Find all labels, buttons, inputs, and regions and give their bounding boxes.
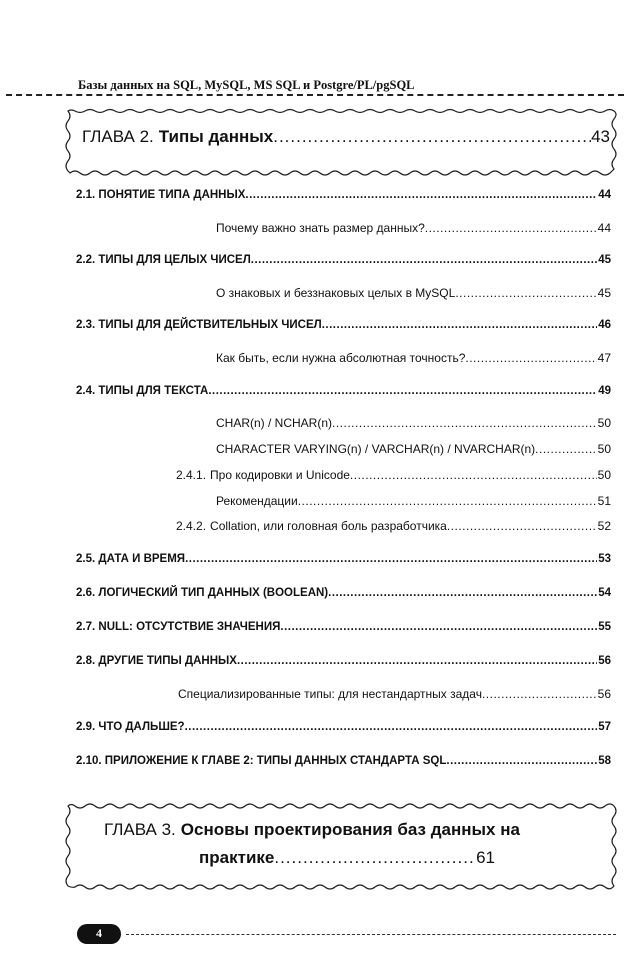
toc-num: 2.2.: [76, 254, 96, 266]
toc-entry: [176, 519, 611, 537]
toc-entry: [76, 587, 611, 605]
page-number: 4: [96, 926, 102, 940]
toc-num: 2.10.: [76, 755, 102, 767]
dot-leader: [280, 621, 597, 633]
chapter2-page: 43: [591, 127, 610, 146]
toc-entry: [76, 721, 611, 739]
toc-page: 52: [597, 519, 611, 533]
toc-num: 2.3.: [76, 319, 96, 331]
toc-text: Специализированные типы: для нестандартных задач: [178, 687, 482, 701]
dot-leader: [185, 721, 598, 733]
toc-text: О знаковых и беззнаковых целых в MySQL: [216, 286, 456, 300]
toc-page: 56: [598, 655, 611, 667]
toc-text: Как быть, если нужна абсолютная точность?: [216, 351, 466, 365]
dot-leader: [185, 553, 597, 565]
toc-entry: [76, 755, 611, 773]
toc-entry: [216, 416, 611, 434]
toc-text: ЛОГИЧЕСКИЙ ТИП ДАННЫХ (BOOLEAN): [98, 587, 329, 599]
dot-leader: [245, 189, 597, 201]
toc-page: 51: [597, 494, 611, 508]
dot-leader: [425, 221, 597, 235]
dot-leader: [251, 254, 597, 266]
toc-page: 56: [597, 687, 611, 701]
dot-leader: [447, 519, 597, 533]
toc-entry: [216, 494, 611, 512]
toc-entry: [176, 468, 611, 486]
toc-entry: [76, 553, 611, 571]
dot-leader: [332, 416, 597, 430]
toc-text: Рекомендации: [216, 494, 298, 508]
chapter3-heading-line1: [104, 820, 520, 840]
toc-page: 50: [597, 416, 611, 430]
toc-entry: [216, 286, 611, 304]
toc-text: ТИПЫ ДЛЯ ЦЕЛЫХ ЧИСЕЛ: [98, 254, 251, 266]
toc-page: 45: [597, 286, 611, 300]
toc-num: 2.5.: [76, 553, 96, 565]
toc-entry: [76, 254, 611, 272]
dot-leader: [446, 755, 597, 767]
toc-entry: [76, 655, 611, 673]
toc-page: 57: [598, 721, 611, 733]
toc-text: ДРУГИЕ ТИПЫ ДАННЫХ: [98, 655, 237, 667]
toc-num: 2.9.: [76, 721, 96, 733]
toc-page: 49: [598, 385, 611, 397]
chapter3-prefix: ГЛАВА 3.: [104, 820, 176, 839]
toc-text: CHAR(n) / NCHAR(n): [216, 416, 333, 430]
dot-leader: [298, 494, 597, 508]
toc-page: 45: [598, 254, 611, 266]
toc-entry: [76, 621, 611, 639]
dot-leader: [535, 442, 596, 456]
toc-entry: [216, 442, 611, 460]
toc-entry: [76, 385, 611, 403]
toc-num: 2.8.: [76, 655, 96, 667]
toc-entry: [76, 319, 611, 337]
toc-entry: [216, 221, 611, 239]
toc-entry: [76, 189, 611, 207]
chapter3-page: 61: [476, 848, 495, 867]
toc-text: Почему важно знать размер данных?: [216, 221, 425, 235]
toc-page: 55: [598, 621, 611, 633]
chapter3-heading-line2: [199, 848, 495, 868]
toc-entry: [216, 351, 611, 369]
header-dashed-rule: [6, 94, 624, 96]
dot-leader: [208, 385, 597, 397]
toc-entry: [178, 687, 611, 705]
toc-page: 53: [598, 553, 611, 565]
toc-page: 50: [597, 468, 611, 482]
running-head: Базы данных на SQL, MySQL, MS SQL и Postgre/PL/pgSQL: [78, 78, 415, 92]
toc-text: ЧТО ДАЛЬШЕ?: [98, 721, 185, 733]
chapter2-heading: [82, 127, 610, 147]
toc-num: 2.4.: [76, 385, 96, 397]
toc-text: Collation, или головная боль разработчика: [210, 519, 447, 533]
toc-page: 54: [598, 587, 611, 599]
dot-leader: [328, 587, 597, 599]
toc-page: 47: [597, 351, 611, 365]
toc-text: Про кодировки и Unicode: [210, 468, 350, 482]
dot-leader: [465, 351, 596, 365]
dot-leader: [237, 655, 597, 667]
dot-leader: [273, 127, 591, 147]
toc-num: 2.6.: [76, 587, 96, 599]
toc-text: ДАТА И ВРЕМЯ: [98, 553, 186, 565]
chapter2-title: Типы данных: [158, 127, 274, 146]
toc-page: 44: [597, 221, 611, 235]
chapter3-title-line2: практике: [199, 848, 275, 867]
chapter3-title-line1: Основы проектирования баз данных на: [180, 820, 520, 839]
page-number-tab: [77, 924, 121, 944]
toc-num: 2.1.: [76, 189, 96, 201]
dot-leader: [274, 848, 476, 868]
dot-leader: [455, 286, 596, 300]
toc-page: 58: [598, 755, 611, 767]
toc-page: 46: [598, 319, 611, 331]
toc-text: ПОНЯТИЕ ТИПА ДАННЫХ: [98, 189, 246, 201]
toc-num: 2.4.1.: [176, 468, 207, 482]
toc-text: ПРИЛОЖЕНИЕ К ГЛАВЕ 2: ТИПЫ ДАННЫХ СТАНДАРТА SQL: [104, 755, 447, 767]
toc-text: ТИПЫ ДЛЯ ТЕКСТА: [98, 385, 209, 397]
toc-text: NULL: ОТСУТСТВИЕ ЗНАЧЕНИЯ: [98, 621, 281, 633]
toc-page: 44: [598, 189, 611, 201]
chapter3-wavy-frame: [66, 804, 616, 889]
dot-leader: [322, 319, 597, 331]
toc-page: 50: [597, 442, 611, 456]
toc-num: 2.4.2.: [176, 519, 207, 533]
toc-num: 2.7.: [76, 621, 96, 633]
dot-leader: [350, 468, 597, 482]
dot-leader: [482, 687, 597, 701]
chapter2-prefix: ГЛАВА 2.: [82, 127, 154, 146]
toc-text: CHARACTER VARYING(n) / VARCHAR(n) / NVARCHAR(n): [216, 442, 536, 456]
footer-dashed-rule: [126, 934, 616, 935]
toc-text: ТИПЫ ДЛЯ ДЕЙСТВИТЕЛЬНЫХ ЧИСЕЛ: [98, 319, 322, 331]
